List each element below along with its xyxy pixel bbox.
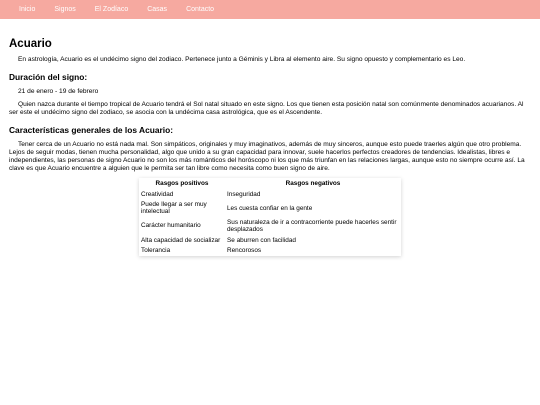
header-positive: Rasgos positivos [155,180,209,187]
table-row [139,245,401,255]
positive-trait: Creatividad [141,190,174,198]
intro-paragraph: En astrología, Acuario es el undécimo signo del zodiaco. Pertenece junto a Géminis y Libra al elemento aire. Su signo opuesto y complementario es Leo. [18,56,466,63]
negative-trait: Les cuesta confiar en la gente [227,204,313,212]
positive-trait: Carácter humanitario [141,222,201,230]
table-header-row [139,178,401,189]
duration-heading: Duración del signo: [9,72,88,82]
traits-table [139,178,401,256]
nav-item-contacto[interactable]: Contacto [186,6,215,13]
duration-paragraph: Quien nazca durante el tiempo tropical de Acuario tendrá el Sol natal situado en este signo. Los que tienen esta posición natal son comúnmente denominados acuarianos. Al ser este el undécimo signo del zodiaco, se asocia con la undécima casa astrológica, que es el Ascendente. [9,101,524,116]
dates-text: 21 de enero - 19 de febrero [18,88,99,95]
table-row [139,235,401,245]
traits-heading: Características generales de los Acuario: [9,125,174,135]
traits-paragraph: Tener cerca de un Acuario no está nada mal. Son simpáticos, originales y muy imaginativos, además de muy sinceros, aunque esto puede traerles algún que otro problema. Lejos de seguir modas, tienen mucha personalidad, algo que unido a su gran capacidad para innovar, suele hacerlos perfectos creadores de tendencias. Idealistas, libres e independientes, las personas de signo Acuario no son los más románticos del horóscopo ni los que más triunfan en las relaciones largas, aunque esto no siempre ocurre así. La clave es que Acuario encuentre a alguien que le permita ser tan libre como necesita como buen signo de aire. [9,141,525,172]
nav-item-casas[interactable]: Casas [147,6,168,13]
negative-trait: Inseguridad [227,190,261,198]
main-content [0,38,540,256]
table-row [139,199,401,217]
table-row [139,189,401,199]
nav-item-signos[interactable]: Signos [54,6,76,13]
positive-trait: Tolerancia [141,246,171,254]
table-row [139,217,401,235]
negative-trait: Rencorosos [227,246,262,254]
positive-trait: Alta capacidad de socializar [141,236,221,244]
traits-table-card [139,178,401,256]
top-nav [0,0,540,19]
negative-trait: Sus naturaleza de ir a contracorriente puede hacerles sentir desplazados [227,218,397,234]
page-title: Acuario [9,38,52,50]
positive-trait: Puede llegar a ser muy intelectual [141,200,207,216]
negative-trait: Se aburren con facilidad [227,236,296,244]
header-negative: Rasgos negativos [285,180,341,187]
nav-item-zodiaco[interactable]: El Zodíaco [94,6,129,13]
nav-item-inicio[interactable]: Inicio [19,6,36,13]
